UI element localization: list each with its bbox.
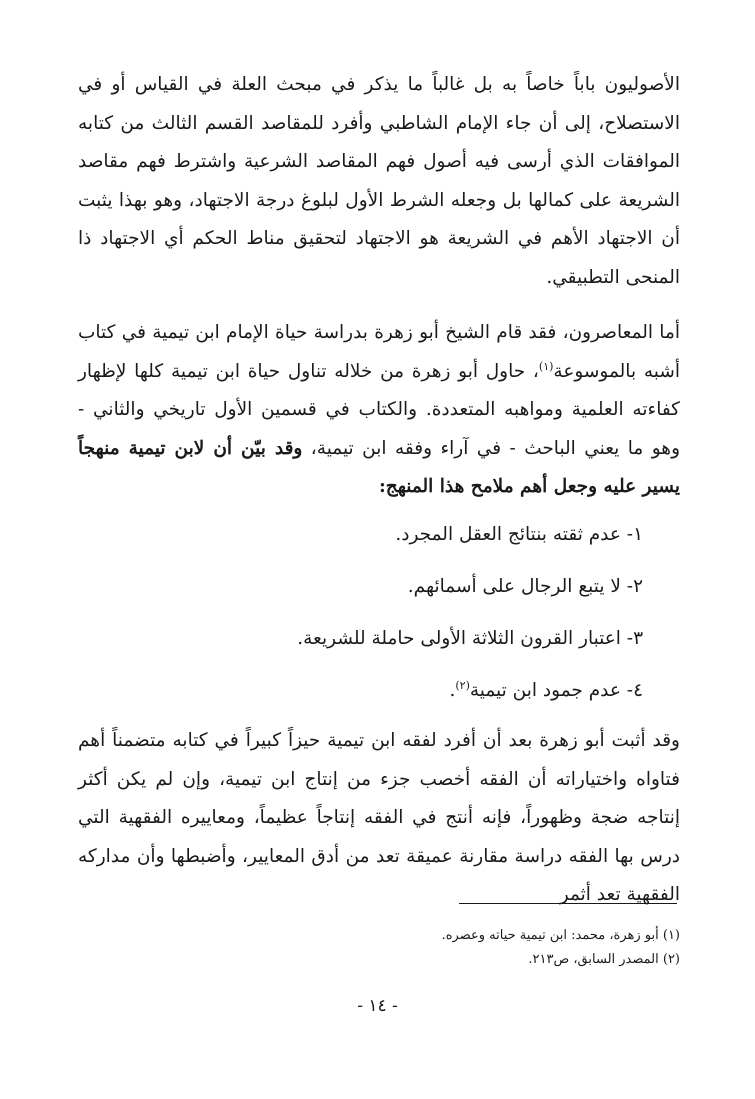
- paragraph-maqasid: [78, 66, 680, 297]
- paragraph-text: الأصوليون باباً خاصاً به بل غالباً ما يذكر في مبحث العلة في القياس أو في الاستصلاح، إلى أن جاء الإمام الشاطبي وأفرد للمقاصد القسم الثالث من كتابه الموافقات الذي أرسى فيه أصول فهم المقاصد الشرعية واشترط فهم مقاصد الشريعة على كمالها بل وجعله الشرط الأول لبلوغ درجة الاجتهاد، وهو بهذا يثبت أن الاجتهاد الأهم في الشريعة هو الاجتهاد لتحقيق مناط الحكم أي الاجتهاد ذا المنحى التطبيقي.: [78, 74, 680, 288]
- list-item-text: ٣- اعتبار القرون الثلاثة الأولى حاملة للشريعة.: [297, 628, 643, 649]
- list-item: [78, 620, 643, 672]
- list-item-text: ١- عدم ثقته بنتائج العقل المجرد.: [395, 524, 643, 545]
- footnote-ref-1[interactable]: (١): [538, 359, 554, 373]
- paragraph-fiqh: [78, 722, 680, 915]
- footnote-1: (١) أبو زهرة، محمد: ابن تيمية حياته وعصره.: [441, 928, 680, 943]
- paragraph-text: وقد أثبت أبو زهرة بعد أن أفرد لفقه ابن تيمية حيزاً كبيراً في كتابه متضمناً أهم فتاواه واختياراته أن الفقه أخصب جزء من إنتاج ابن تيمية، وإن لم يكن أكثر إنتاجه ضجة وظهوراً، فإنه أنتج في الفقه إنتاجاً عظيماً، ومعاييره الفقهية التي درس بها الفقه دراسة مقارنة عميقة تعد من أدق المعايير، وأضبطها وأن مداركه الفقهية تعد أثمر: [78, 730, 680, 905]
- bold-statement: وقد بيّن أن لابن تيمية منهجاً يسير عليه وجعل أهم ملامح هذا المنهج:: [78, 437, 680, 497]
- list-item: [78, 672, 643, 724]
- method-features-list: [78, 516, 643, 724]
- paragraph-text: أما المعاصرون، فقد قام الشيخ أبو زهرة بدراسة حياة الإمام ابن تيمية في كتاب أشبه بالموسوعة: [78, 322, 680, 382]
- footnote-2: (٢) المصدر السابق، ص٢١٣.: [528, 952, 680, 967]
- list-item-text: ٢- لا يتبع الرجال على أسمائهم.: [407, 576, 643, 597]
- footnote-ref-2[interactable]: (٢): [455, 678, 470, 692]
- list-item-punct: .: [449, 680, 456, 701]
- paragraph-abu-zahra: [78, 314, 680, 507]
- list-item-text: ٤- عدم جمود ابن تيمية: [469, 680, 643, 701]
- footnotes: [78, 924, 680, 972]
- paragraph-text: ، حاول أبو زهرة من خلاله تناول حياة ابن تيمية كلها لإظهار كفاءته العلمية ومواهبه المتعددة. والكتاب في قسمين الأول تاريخي والثاني - وهو ما يعني الباحث - في آراء وفقه ابن تيمية،: [78, 360, 680, 459]
- list-item: [78, 516, 643, 568]
- list-item: [78, 568, 643, 620]
- footnote-divider: [459, 903, 677, 904]
- page-number: - ١٤ -: [357, 996, 398, 1016]
